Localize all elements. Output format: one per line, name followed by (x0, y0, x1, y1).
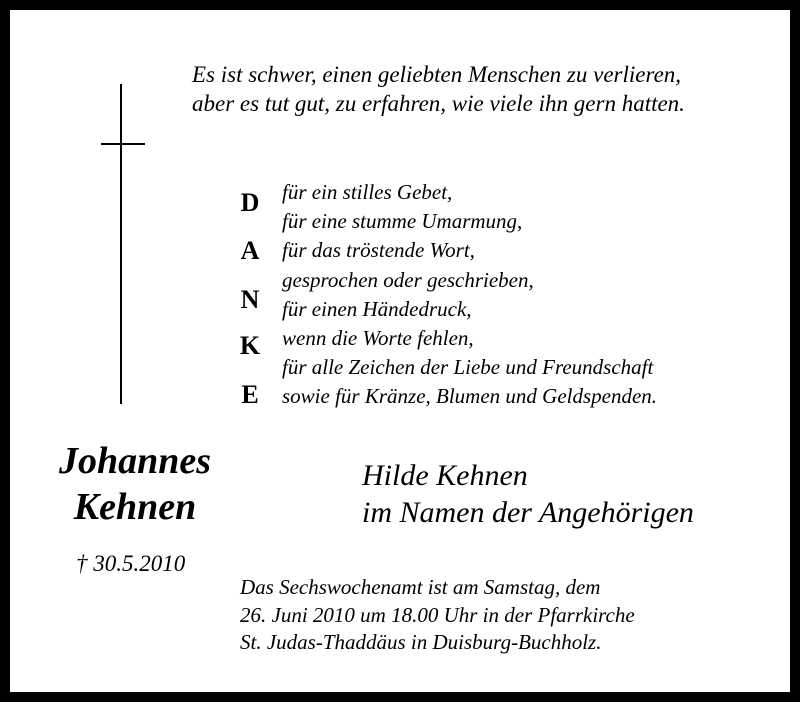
danke-line: für einen Händedruck, (282, 296, 472, 321)
danke-line: für alle Zeichen der Liebe und Freundschaft (282, 355, 654, 380)
signature-name: Hilde Kehnen (362, 459, 528, 492)
service-line: St. Judas-Thaddäus in Duisburg-Buchholz. (240, 630, 602, 654)
danke-letter: E (241, 380, 259, 409)
danke-line: für eine stumme Umarmung, (282, 209, 523, 234)
quote-line: Es ist schwer, einen geliebten Menschen zu verlieren, (192, 62, 682, 87)
death-date: † 30.5.2010 (76, 551, 186, 576)
danke-letter: D (240, 188, 260, 217)
opening-quote (192, 60, 685, 118)
service-announcement (240, 574, 635, 657)
signature-relation: im Namen der Angehörigen (362, 496, 694, 529)
service-line: Das Sechswochenamt ist am Samstag, dem (240, 575, 601, 599)
cross-bar (101, 143, 145, 145)
danke-line: wenn die Worte fehlen, (282, 326, 474, 351)
signature (362, 457, 694, 531)
danke-line: sowie für Kränze, Blumen und Geldspenden. (282, 384, 658, 409)
deceased-name (30, 438, 240, 530)
danke-line: für ein stilles Gebet, (282, 180, 453, 204)
deceased-last-name: Kehnen (73, 486, 197, 528)
danke-letter: N (240, 285, 260, 314)
danke-line: gesprochen oder geschrieben, (282, 267, 534, 292)
service-line: 26. Juni 2010 um 18.00 Uhr in der Pfarrkirche (240, 602, 635, 627)
deceased-first-name: Johannes (58, 440, 212, 482)
danke-line: für das tröstende Wort, (282, 238, 475, 263)
danke-text (282, 178, 657, 412)
quote-line: aber es tut gut, zu erfahren, wie viele ihn gern hatten. (192, 91, 685, 116)
danke-letter: A (240, 236, 260, 265)
cross-icon (120, 84, 122, 404)
danke-letter: K (239, 331, 261, 360)
